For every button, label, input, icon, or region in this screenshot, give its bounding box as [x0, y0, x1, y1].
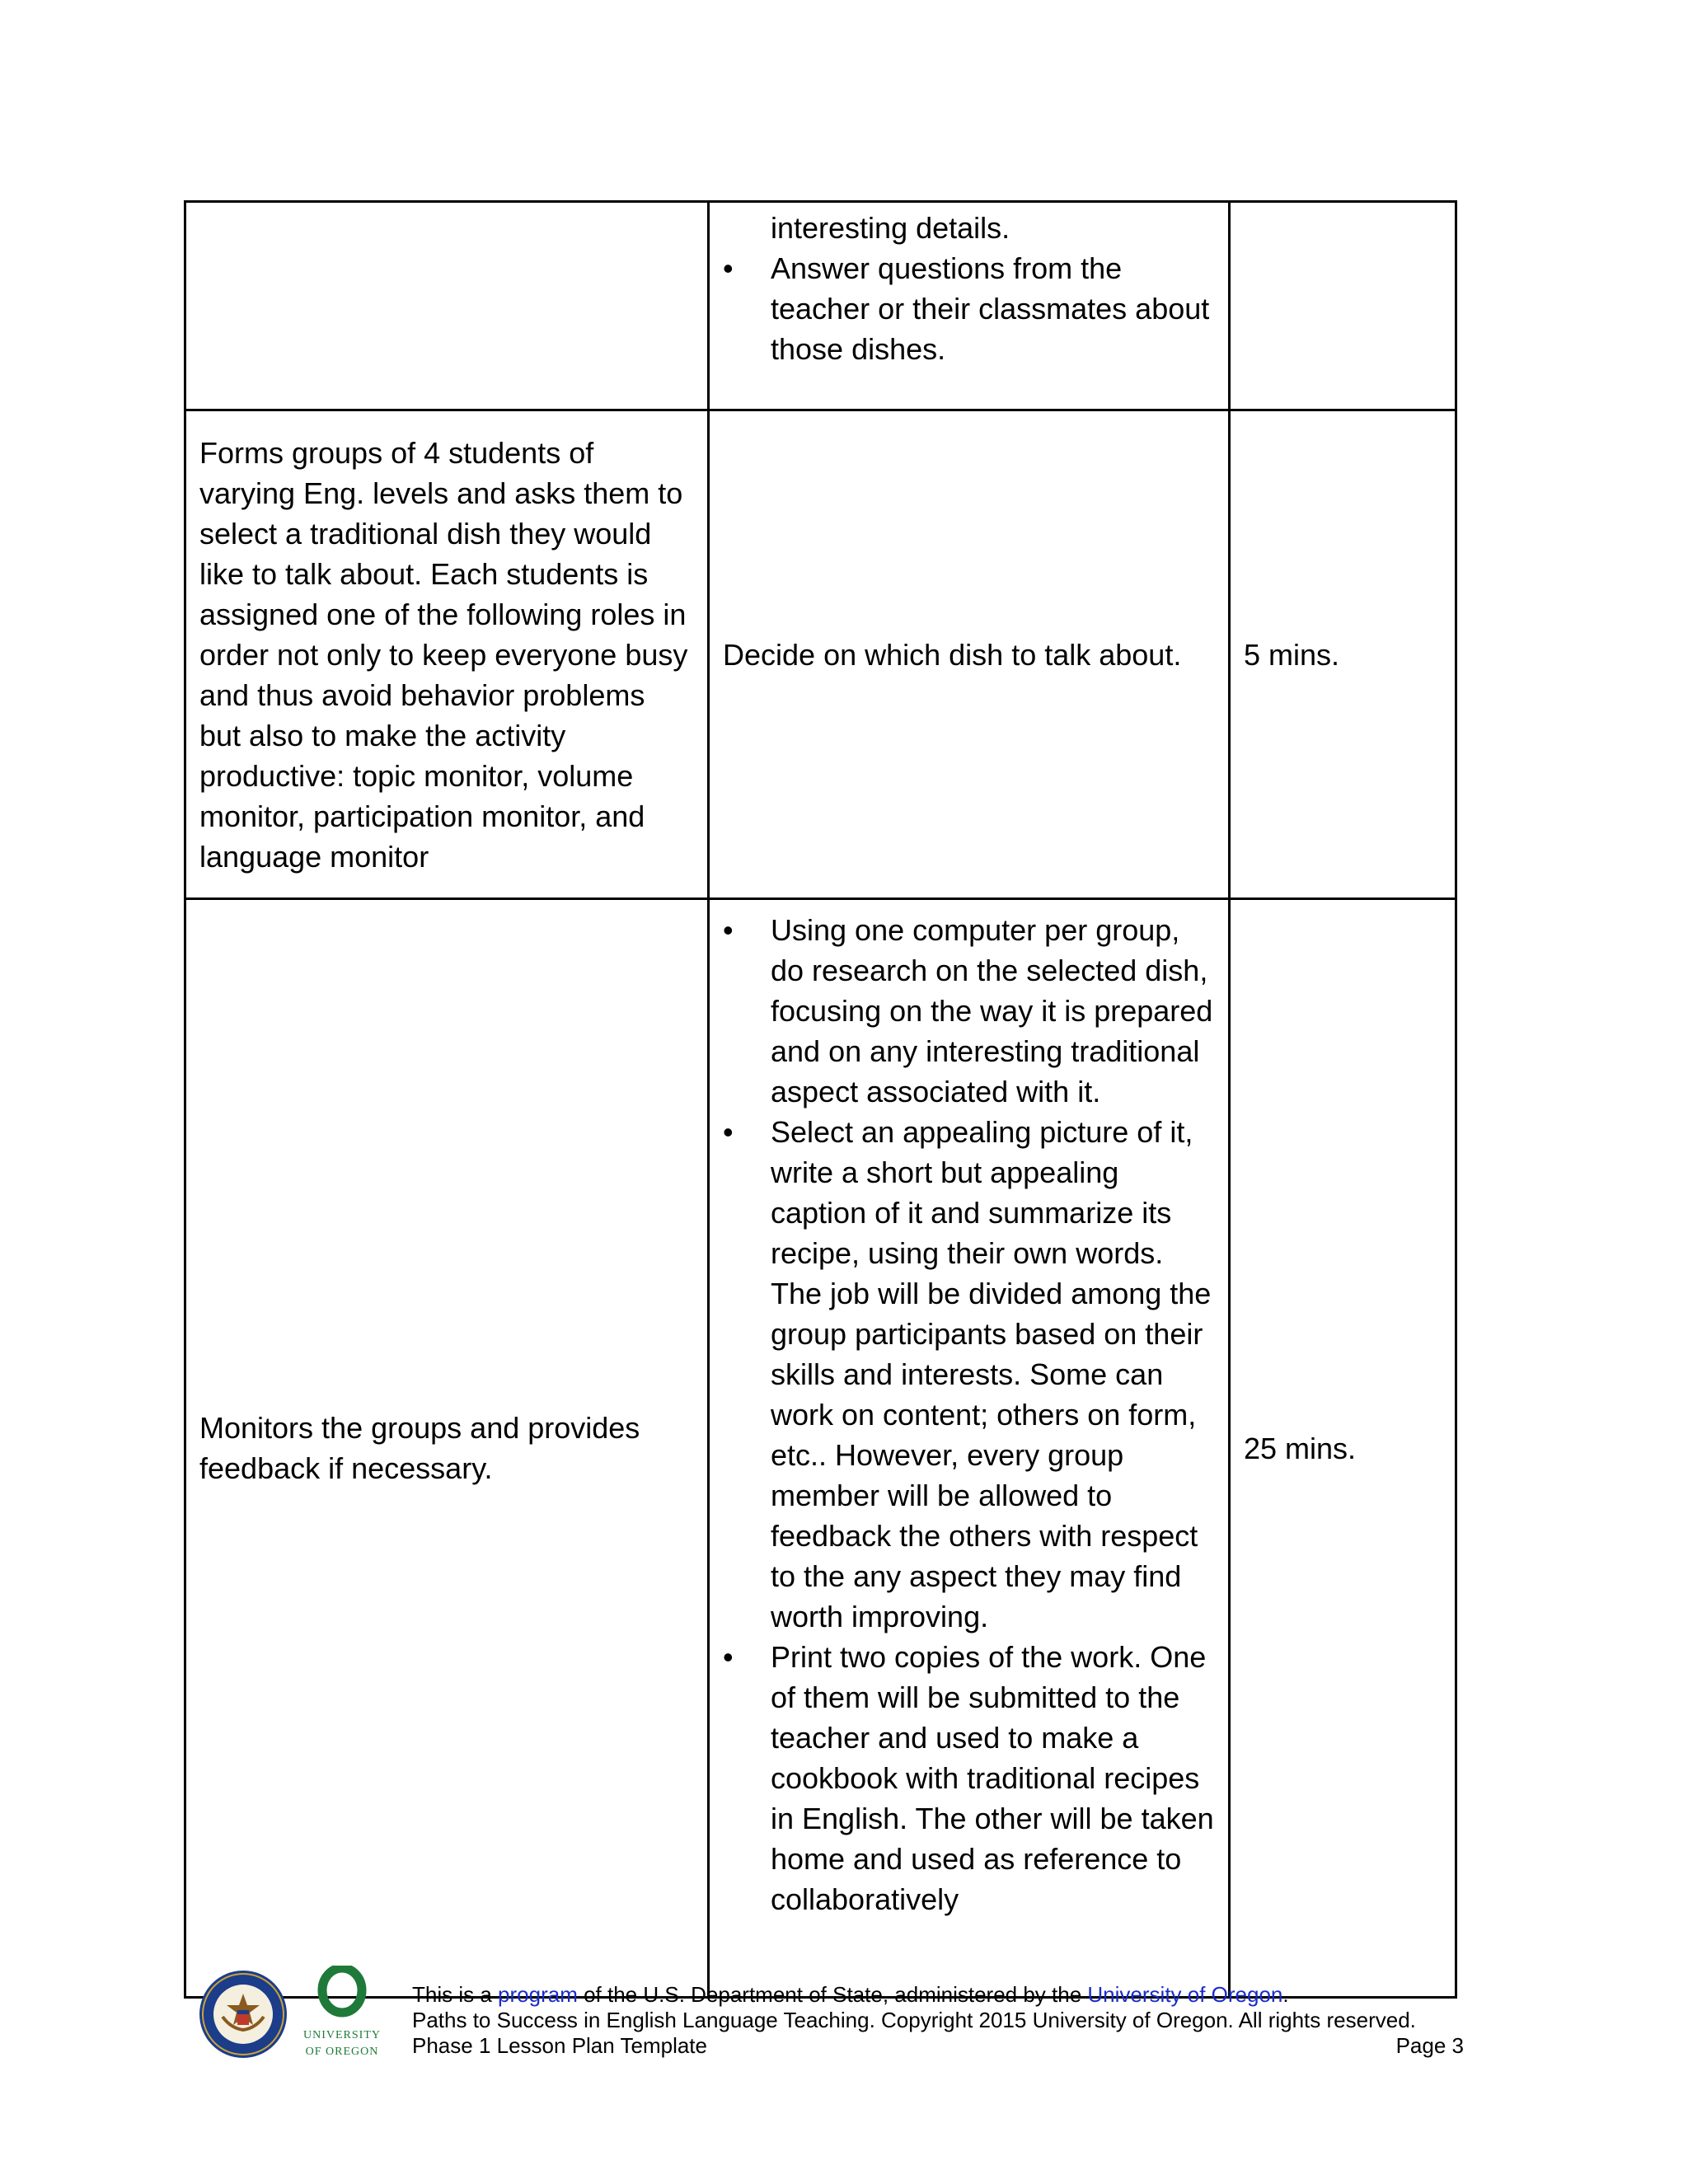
uo-wordmark-line1: UNIVERSITY — [303, 2029, 381, 2041]
page-footer — [198, 1966, 1467, 2064]
students-cell: Decide on which dish to talk about. — [709, 410, 1230, 899]
page-number: Page 3 — [1395, 2033, 1464, 2058]
students-bullet-list — [723, 910, 1215, 1919]
footer-line-copyright: Paths to Success in English Language Teaching. Copyright 2015 University of Oregon. All rights reserved. — [412, 2008, 1416, 2032]
table-row — [185, 899, 1456, 1998]
time-cell — [1230, 202, 1456, 410]
teacher-cell — [185, 202, 709, 410]
time-cell: 25 mins. — [1230, 899, 1456, 1998]
table-row — [185, 202, 1456, 410]
footer-text — [412, 1982, 1464, 2059]
footer-line-program — [412, 1982, 1464, 2008]
list-item — [723, 1637, 1215, 1919]
students-bullet-list — [723, 248, 1215, 369]
bullet-icon: • — [723, 251, 734, 285]
template-name: Phase 1 Lesson Plan Template — [412, 2033, 707, 2058]
list-item-text: Select an appealing picture of it, write a short but appealing caption of it and summarize its recipe, using their own words. The job will be divided among the group participants based on their skills and interests. Some can work on content; others on form, etc.. However, every group member will be allowed to feedback the others with respect to the any aspect they may find worth improving. — [771, 1115, 1212, 1633]
footer-text-part: of the U.S. Department of State, administered by the — [577, 1982, 1088, 2007]
table-row — [185, 410, 1456, 899]
footer-line-template — [412, 2033, 1464, 2059]
students-cell — [709, 899, 1230, 1998]
time-cell: 5 mins. — [1230, 410, 1456, 899]
lesson-plan-table — [184, 200, 1457, 1999]
footer-text-part: . — [1282, 1982, 1289, 2007]
footer-text-part: This is a — [412, 1982, 499, 2007]
list-item — [723, 910, 1215, 1112]
list-item — [723, 1112, 1215, 1637]
uo-o-icon — [301, 1966, 383, 2064]
teacher-cell: Forms groups of 4 students of varying Eng. levels and asks them to select a traditional dish they would like to talk about. Each students is assigned one of the following roles in order not only to keep everyone busy and thus avoid behavior problems but also to make the activity productive: topic monitor, volume monitor, participation monitor, and language monitor — [185, 410, 709, 899]
uo-wordmark-line2: OF OREGON — [305, 2046, 379, 2058]
teacher-cell: Monitors the groups and provides feedback if necessary. — [185, 899, 709, 1998]
list-item — [723, 248, 1215, 369]
list-item-text: Answer questions from the teacher or their classmates about those dishes. — [771, 251, 1210, 366]
university-of-oregon-link[interactable]: University of Oregon — [1087, 1982, 1283, 2007]
bullet-icon: • — [723, 1115, 734, 1149]
program-link[interactable]: program — [498, 1982, 578, 2007]
bullet-icon: • — [723, 913, 734, 947]
students-continuation-text: interesting details. — [771, 211, 1010, 245]
bullet-icon: • — [723, 1640, 734, 1674]
students-cell — [709, 202, 1230, 410]
list-item-text: Using one computer per group, do research on the selected dish, focusing on the way it is prepared and on any interesting traditional aspect associated with it. — [771, 913, 1213, 1108]
list-item-text: Print two copies of the work. One of them will be submitted to the teacher and used to make a cookbook with traditional recipes in English. The other will be taken home and used as reference to collaboratively — [771, 1640, 1214, 1916]
university-of-oregon-logo — [301, 1966, 383, 2064]
department-of-state-seal-icon — [198, 1969, 288, 2060]
